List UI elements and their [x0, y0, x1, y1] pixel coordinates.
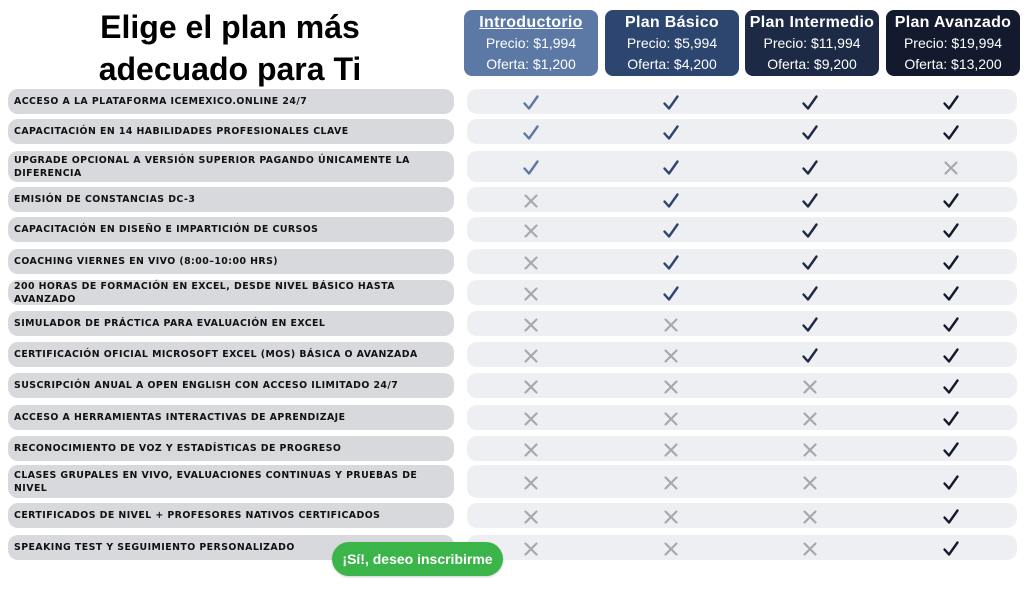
feature-row-cells: [467, 465, 1017, 498]
check-icon: [941, 473, 961, 493]
check-icon: [800, 315, 820, 335]
feature-label-text: UPGRADE OPCIONAL A VERSIÓN SUPERIOR PAGANDO ÚNICAMENTE LA DIFERENCIA: [14, 154, 410, 179]
cross-icon: [800, 507, 820, 527]
cross-icon: [521, 440, 541, 460]
check-icon: [941, 93, 961, 113]
check-icon: [941, 191, 961, 211]
feature-row-label: [8, 187, 454, 212]
check-icon: [661, 158, 681, 178]
cross-icon: [800, 377, 820, 397]
check-icon: [661, 221, 681, 241]
check-icon: [941, 507, 961, 527]
feature-label-text: CERTIFICADOS DE NIVEL + PROFESORES NATIVOS CERTIFICADOS: [14, 510, 381, 521]
feature-label-text: SIMULADOR DE PRÁCTICA PARA EVALUACIÓN EN EXCEL: [14, 318, 326, 329]
feature-row-label: [8, 342, 454, 367]
feature-label-text: RECONOCIMIENTO DE VOZ Y ESTADÍSTICAS DE PROGRESO: [14, 443, 342, 454]
plan-offer: Oferta: $9,200: [767, 56, 857, 72]
check-icon: [800, 253, 820, 273]
cross-icon: [661, 409, 681, 429]
feature-label-text: CLASES GRUPALES EN VIVO, EVALUACIONES CONTINUAS Y PRUEBAS DE NIVEL: [14, 469, 418, 494]
feature-row-label: [8, 465, 454, 498]
cross-icon: [521, 221, 541, 241]
check-icon: [941, 440, 961, 460]
check-icon: [661, 93, 681, 113]
check-icon: [800, 191, 820, 211]
check-icon: [941, 539, 961, 559]
cross-icon: [521, 539, 541, 559]
plan-offer: Oferta: $13,200: [904, 56, 1002, 72]
feature-label-text: ACCESO A LA PLATAFORMA ICEMEXICO.ONLINE 24/7: [14, 96, 308, 107]
check-icon: [941, 409, 961, 429]
cross-icon: [800, 473, 820, 493]
check-icon: [941, 221, 961, 241]
feature-row-label: [8, 89, 454, 114]
cross-icon: [521, 409, 541, 429]
cross-icon: [521, 346, 541, 366]
feature-row-cells: [467, 280, 1017, 305]
check-icon: [941, 377, 961, 397]
cross-icon: [800, 539, 820, 559]
plan-name: Plan Avanzado: [894, 14, 1012, 31]
feature-row-cells: [467, 405, 1017, 430]
plan-name: Plan Básico: [624, 14, 719, 31]
check-icon: [800, 346, 820, 366]
cross-icon: [661, 315, 681, 335]
cross-icon: [521, 315, 541, 335]
plan-offer: Oferta: $4,200: [627, 56, 717, 72]
feature-row-cells: [467, 373, 1017, 398]
page-title-line-2: adecuado para Ti: [98, 51, 362, 87]
cross-icon: [521, 507, 541, 527]
feature-row-label: [8, 151, 454, 182]
plan-name[interactable]: Introductorio: [479, 14, 583, 31]
feature-label-text: ACCESO A HERRAMIENTAS INTERACTIVAS DE APRENDIZAJE: [14, 412, 346, 423]
feature-label-text: COACHING VIERNES EN VIVO (8:00–10:00 HRS): [14, 256, 279, 267]
feature-row-label: [8, 249, 454, 274]
feature-row-cells: [467, 535, 1017, 560]
feature-row-label: [8, 373, 454, 398]
cross-icon: [661, 346, 681, 366]
plan-price: Precio: $1,994: [485, 35, 577, 51]
cross-icon: [521, 284, 541, 304]
check-icon: [800, 221, 820, 241]
feature-row-cells: [467, 119, 1017, 144]
plan-price: Precio: $19,994: [903, 35, 1003, 51]
cross-icon: [800, 409, 820, 429]
feature-row-cells: [467, 249, 1017, 274]
check-icon: [661, 253, 681, 273]
check-icon: [521, 158, 541, 178]
feature-row-cells: [467, 151, 1017, 182]
check-icon: [800, 93, 820, 113]
check-icon: [800, 158, 820, 178]
feature-row-cells: [467, 187, 1017, 212]
enroll-button[interactable]: ¡Sí!, deseo inscribirme: [332, 542, 503, 576]
cross-icon: [521, 473, 541, 493]
feature-row-cells: [467, 311, 1017, 336]
feature-label-text: SUSCRIPCIÓN ANUAL A OPEN ENGLISH CON ACCESO ILIMITADO 24/7: [14, 380, 399, 391]
feature-label-text: 200 HORAS DE FORMACIÓN EN EXCEL, DESDE NIVEL BÁSICO HASTA AVANZADO: [14, 280, 395, 305]
plan-offer: Oferta: $1,200: [486, 56, 576, 72]
feature-label-text: CAPACITACIÓN EN 14 HABILIDADES PROFESIONALES CLAVE: [14, 126, 349, 137]
cross-icon: [661, 377, 681, 397]
feature-row-label: [8, 119, 454, 144]
check-icon: [800, 284, 820, 304]
feature-row-label: [8, 217, 454, 242]
check-icon: [521, 123, 541, 143]
cross-icon: [661, 507, 681, 527]
feature-row-label: [8, 503, 454, 528]
check-icon: [941, 253, 961, 273]
check-icon: [941, 346, 961, 366]
feature-row-label: [8, 405, 454, 430]
feature-row-cells: [467, 217, 1017, 242]
feature-label-text: CAPACITACIÓN EN DISEÑO E IMPARTICIÓN DE CURSOS: [14, 224, 319, 235]
cross-icon: [941, 158, 961, 178]
check-icon: [800, 123, 820, 143]
feature-label-text: SPEAKING TEST Y SEGUIMIENTO PERSONALIZADO: [14, 542, 295, 553]
feature-row-label: [8, 311, 454, 336]
feature-row-label: [8, 436, 454, 461]
plan-price: Precio: $11,994: [763, 35, 861, 51]
feature-row-cells: [467, 503, 1017, 528]
check-icon: [941, 315, 961, 335]
check-icon: [661, 191, 681, 211]
feature-row-cells: [467, 89, 1017, 114]
check-icon: [661, 123, 681, 143]
feature-label-text: CERTIFICACIÓN OFICIAL MICROSOFT EXCEL (MOS) BÁSICA O AVANZADA: [14, 349, 418, 360]
feature-label-text: EMISIÓN DE CONSTANCIAS DC-3: [14, 194, 196, 205]
page-title-line-1: Elige el plan más: [100, 9, 360, 45]
cross-icon: [661, 539, 681, 559]
plan-name: Plan Intermedio: [749, 14, 875, 31]
feature-row-cells: [467, 436, 1017, 461]
check-icon: [661, 284, 681, 304]
feature-row-cells: [467, 342, 1017, 367]
cross-icon: [521, 253, 541, 273]
cross-icon: [521, 191, 541, 211]
cross-icon: [800, 440, 820, 460]
cross-icon: [661, 440, 681, 460]
plan-price: Precio: $5,994: [626, 35, 718, 51]
check-icon: [941, 123, 961, 143]
cross-icon: [661, 473, 681, 493]
cross-icon: [521, 377, 541, 397]
check-icon: [521, 93, 541, 113]
feature-row-label: [8, 280, 454, 305]
check-icon: [941, 284, 961, 304]
